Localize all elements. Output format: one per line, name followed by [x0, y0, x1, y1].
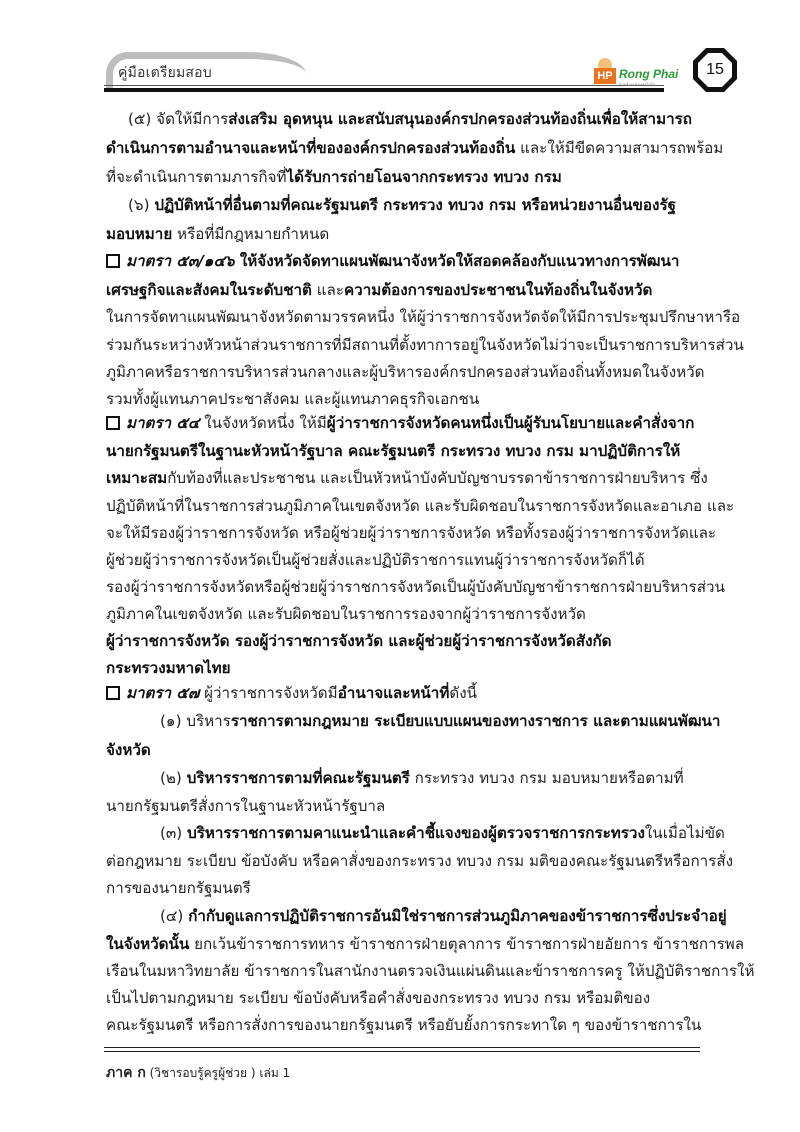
text-line — [106, 333, 744, 357]
checkbox-bullet-icon — [106, 416, 120, 430]
rong-phai-logo — [594, 58, 704, 88]
logo-name: Rong Phai — [619, 67, 679, 81]
body-text: ผู้ช่วยผู้ว่าราชการจังหวัดเป็นผู้ช่วยสั่งและปฏิบัติราชการแทนผู้ว่าราชการจังหวัดก็ได้ — [106, 551, 645, 569]
checkbox-bullet-icon — [106, 254, 120, 268]
emphasis-text: ในจังหวัดนั้น — [106, 935, 190, 953]
body-text: เรือนในมหาวิทยาลัย ข้าราชการในสานักงานตรวจเงินแผ่นดินและข้าราชการครู ให้ปฏิบัติราชการให้ — [106, 962, 755, 980]
text-line — [160, 821, 725, 845]
body-text: (๔) — [160, 907, 189, 925]
emphasis-text: เหมาะสม — [106, 469, 168, 487]
emphasis-text: ปฏิบัติหน้าที่อื่นตามที่คณะรัฐมนตรี กระทรวง ทบวง กรม หรือหน่วยงานอื่นของรัฐ — [154, 196, 677, 214]
text-line — [128, 193, 676, 217]
body-text: กับท้องที่และประชาชน และเป็นหัวหน้าบังคับบัญชาบรรดาข้าราชการฝ่ายบริหาร ซึ่ง — [167, 469, 708, 487]
body-text: (๓) — [160, 824, 188, 842]
text-line — [106, 494, 734, 518]
checkbox-bullet-icon — [106, 686, 120, 700]
body-text: กระทรวง ทบวง กรม มอบหมายหรือตามที่ — [409, 769, 684, 787]
section-heading-line — [106, 411, 694, 435]
text-line — [160, 904, 727, 928]
text-line — [128, 107, 692, 131]
section-heading-line — [106, 681, 477, 705]
footer-part: ภาค ก — [106, 1065, 146, 1081]
text-line — [106, 387, 479, 411]
body-text: ร่วมกันระหว่างหัวหน้าส่วนราชการที่มีสถานที่ตั้งทาการอยู่ในจังหวัดไม่ว่าจะเป็นราชการบริหารส่วน — [106, 336, 744, 354]
emphasis-text: จังหวัด — [106, 741, 151, 759]
body-text: ดังนี้ — [449, 684, 478, 702]
body-text: ปฏิบัติหน้าที่ในราชการส่วนภูมิภาคในเขตจังหวัด และรับผิดชอบในราชการจังหวัดและอาเภอ และ — [106, 497, 735, 515]
emphasis-text: ผู้ว่าราชการจังหวัด รองผู้ว่าราชการจังหวัด และผู้ช่วยผู้ว่าราชการจังหวัดสังกัด — [106, 632, 612, 650]
text-line — [106, 305, 740, 329]
body-text: (๖) — [128, 196, 155, 214]
text-line — [106, 466, 708, 490]
emphasis-text: กำกับดูแลการปฏิบัติราชการอันมิใช่ราชการส่วนภูมิภาคของข้าราชการซึ่งประจำอยู่ — [188, 907, 727, 925]
logo-badge: HP — [594, 68, 616, 84]
emphasis-text: กระทรวงมหาดไทย — [106, 659, 231, 677]
section-number: มาตรา ๕๓/๑๔๖ — [126, 252, 235, 270]
section-heading-line — [106, 249, 679, 273]
text-line — [106, 602, 586, 626]
text-line — [106, 959, 755, 983]
text-line — [106, 360, 705, 384]
page-number: 15 — [706, 61, 724, 78]
emphasis-text: บริหารราชการตามที่คณะรัฐมนตรี — [186, 769, 410, 787]
emphasis-text: มอบหมาย — [106, 225, 173, 243]
body-text: ในเมื่อไม่ขัด — [644, 824, 725, 842]
emphasis-text: บริหารราชการตามคาแนะนำและคำชี้แจงของผู้ตรวจราชการกระทรวง — [187, 824, 645, 842]
text-line — [106, 876, 251, 900]
body-text: ผู้ว่าราชการจังหวัดมี — [199, 684, 338, 702]
text-line — [106, 575, 725, 599]
emphasis-text: ให้จังหวัดจัดทาแผนพัฒนาจังหวัดให้สอดคล้องกับแนวทางการพัฒนา — [234, 252, 680, 270]
body-text: ภูมิภาคในเขตจังหวัด และรับผิดชอบในราชการรองจากผู้ว่าราชการจังหวัด — [106, 605, 586, 623]
body-text: รวมทั้งผู้แทนภาคประชาสังคม และผู้แทนภาคธุรกิจเอกชน — [106, 390, 480, 408]
body-text: ในจังหวัดหนึ่ง ให้มี — [199, 414, 327, 432]
page-number-badge — [692, 47, 738, 93]
text-line — [106, 986, 650, 1010]
body-text: เป็นไปตามกฎหมาย ระเบียบ ข้อบังคับหรือคำสั่งของกระทรวง ทบวง กรม หรือมติของ — [106, 989, 651, 1007]
body-text: จะให้มีรองผู้ว่าราชการจังหวัด หรือผู้ช่วยผู้ว่าราชการจังหวัด หรือทั้งรองผู้ว่าราชการจังหวัดและ — [106, 524, 717, 542]
text-line — [106, 656, 231, 680]
body-text: ในการจัดทาแผนพัฒนาจังหวัดตามวรรคหนึ่ง ให้ผู้ว่าราชการจังหวัดจัดให้มีการประชุมปรึกษาหารือ — [106, 308, 741, 326]
text-line — [106, 165, 562, 189]
body-text: (๕) จัดให้มีการ — [128, 110, 229, 128]
emphasis-text: ผู้ว่าราชการจังหวัดคนหนึ่งเป็นผู้รับนโยบายและคำสั่งจาก — [326, 414, 695, 432]
body-text: และ — [311, 281, 344, 299]
text-line — [106, 849, 733, 873]
text-line — [160, 766, 684, 790]
body-text: รองผู้ว่าราชการจังหวัดหรือผู้ช่วยผู้ว่าราชการจังหวัดเป็นผู้บังคับบัญชาข้าราชการฝ่ายบริหารส่วน — [106, 578, 725, 596]
body-text: (๒) — [160, 769, 187, 787]
text-line — [106, 136, 723, 160]
body-text: (๑) บริหาร — [160, 712, 231, 730]
footer-rule-bottom — [104, 1051, 700, 1052]
text-line — [106, 278, 652, 302]
text-line — [106, 738, 151, 762]
footer-volume: เล่ม 1 — [259, 1066, 291, 1080]
text-line — [106, 222, 329, 246]
text-line — [106, 794, 385, 818]
body-text: การของนายกรัฐมนตรี — [106, 879, 251, 897]
logo-mascot-icon — [598, 58, 612, 68]
header-rule-thin — [104, 85, 664, 86]
section-number: มาตรา ๕๗ — [126, 684, 200, 702]
text-line — [106, 1013, 701, 1037]
text-line — [106, 629, 612, 653]
text-line — [160, 709, 720, 733]
footer-rule-top — [104, 1047, 700, 1048]
footer-subject: (วิชารอบรู้ครูผู้ช่วย ) — [145, 1066, 260, 1080]
body-text: ภูมิภาคหรือราชการบริหารส่วนกลางและผู้บริหารองค์กรปกครองส่วนท้องถิ่นทั้งหมดในจังหวัด — [106, 363, 705, 381]
section-number: มาตรา ๕๔ — [126, 414, 200, 432]
emphasis-text: นายกรัฐมนตรีในฐานะหัวหน้ารัฐบาล คณะรัฐมนตรี กระทรวง ทบวง กรม มาปฏิบัติการให้ — [106, 442, 681, 460]
emphasis-text: เศรษฐกิจและสังคมในระดับชาติ — [106, 281, 312, 299]
text-line — [106, 932, 744, 956]
emphasis-text: อำนาจและหน้าที่ — [337, 684, 450, 702]
header-title: คู่มือเตรียมสอบ — [118, 65, 212, 81]
header-rule-thick — [104, 88, 664, 92]
body-text: คณะรัฐมนตรี หรือการสั่งการของนายกรัฐมนตรี หรือยับยั้งการกระทาใด ๆ ของข้าราชการใน — [106, 1016, 702, 1034]
logo-tagline: ฝ่ากล้ามเคลงลงไปใน — [619, 82, 656, 87]
text-line — [106, 521, 716, 545]
emphasis-text: ราชการตามกฎหมาย ระเบียบแบบแผนของทางราชการ และตามแผนพัฒนา — [230, 712, 721, 730]
page-header — [0, 0, 800, 100]
emphasis-text: ได้รับการถ่ายโอนจากกระทรวง ทบวง กรม — [286, 168, 562, 186]
body-text: ที่จะดำเนินการตามภารกิจที่ — [106, 168, 287, 186]
emphasis-text: ส่งเสริม อุดหนุน และสนับสนุนองค์กรปกครองส่วนท้องถิ่นเพื่อให้สามารถ — [228, 110, 692, 128]
body-text: นายกรัฐมนตรีสั่งการในฐานะหัวหน้ารัฐบาล — [106, 797, 386, 815]
text-line — [106, 548, 645, 572]
page-footer — [106, 1062, 290, 1084]
emphasis-text: ความต้องการของประชาชนในท้องถิ่นในจังหวัด — [344, 281, 653, 299]
body-text: หรือที่มีกฎหมายกำหนด — [172, 225, 330, 243]
emphasis-text: ดำเนินการตามอำนาจและหน้าที่ขององค์กรปกครองส่วนท้องถิ่น — [106, 139, 516, 157]
text-line — [106, 439, 680, 463]
body-text: ยกเว้นข้าราชการทหาร ข้าราชการฝ่ายตุลาการ ข้าราชการฝ่ายอัยการ ข้าราชการพล — [189, 935, 745, 953]
body-text: และให้มีขีดความสามารถพร้อม — [515, 139, 724, 157]
body-text: ต่อกฎหมาย ระเบียบ ข้อบังคับ หรือคาสั่งของกระทรวง ทบวง กรม มติของคณะรัฐมนตรีหรือการสั่ง — [106, 852, 734, 870]
